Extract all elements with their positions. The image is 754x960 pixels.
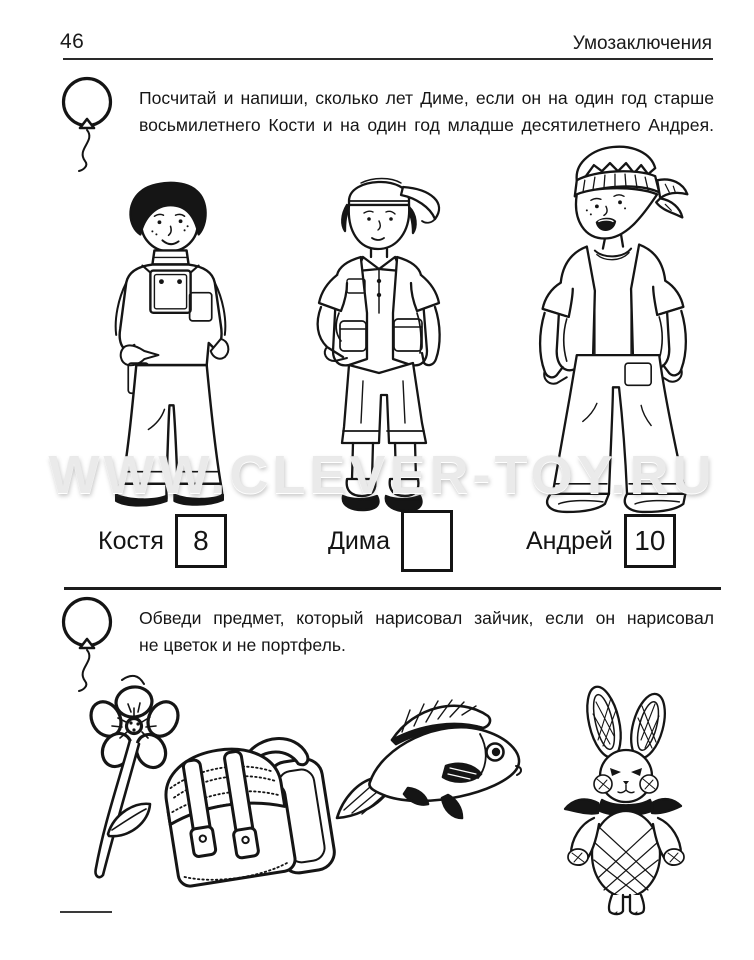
page-number: 46: [60, 30, 85, 53]
age-box-andrey: 10: [624, 514, 676, 568]
character-andrey-row: [526, 514, 676, 568]
task2-instruction-line1: Обведи предмет, который нарисовал зайчик, если он нарисовал: [139, 608, 714, 628]
boy-in-bandana-illustration: [512, 140, 724, 520]
toy-rabbit-illustration[interactable]: [542, 682, 717, 917]
boy-in-overalls-illustration: [68, 176, 273, 518]
satchel-illustration[interactable]: [156, 726, 344, 908]
character-kostya-row: [98, 514, 227, 568]
answer-box-dima[interactable]: [401, 510, 453, 572]
task2-instruction: [139, 605, 714, 659]
balloon-icon: [60, 75, 114, 173]
character-name-andrey: Андрей: [526, 526, 613, 555]
header-rule: [63, 58, 713, 60]
task1-instruction-line1: Посчитай и напиши, сколько лет Диме, если он на один год старше: [139, 88, 714, 108]
character-name-dima: Дима: [328, 526, 390, 555]
task2-instruction-line2: не цветок и не портфель.: [139, 635, 346, 655]
boy-in-cap-and-vest-illustration: [283, 160, 479, 518]
task1-instruction: [139, 85, 714, 139]
character-name-kostya: Костя: [98, 526, 164, 555]
watermark: WWW.CLEVER-TOY.RU: [48, 445, 716, 505]
fish-illustration[interactable]: [330, 682, 535, 830]
character-dima-row: [328, 510, 453, 572]
age-box-kostya: 8: [175, 514, 227, 568]
section-title: Умозаключения: [572, 33, 712, 54]
task1-instruction-line2: восьмилетнего Кости и на один год младше десятилетнего Андрея.: [139, 115, 714, 135]
section-divider: [64, 587, 721, 590]
bottom-rule: [60, 911, 112, 913]
